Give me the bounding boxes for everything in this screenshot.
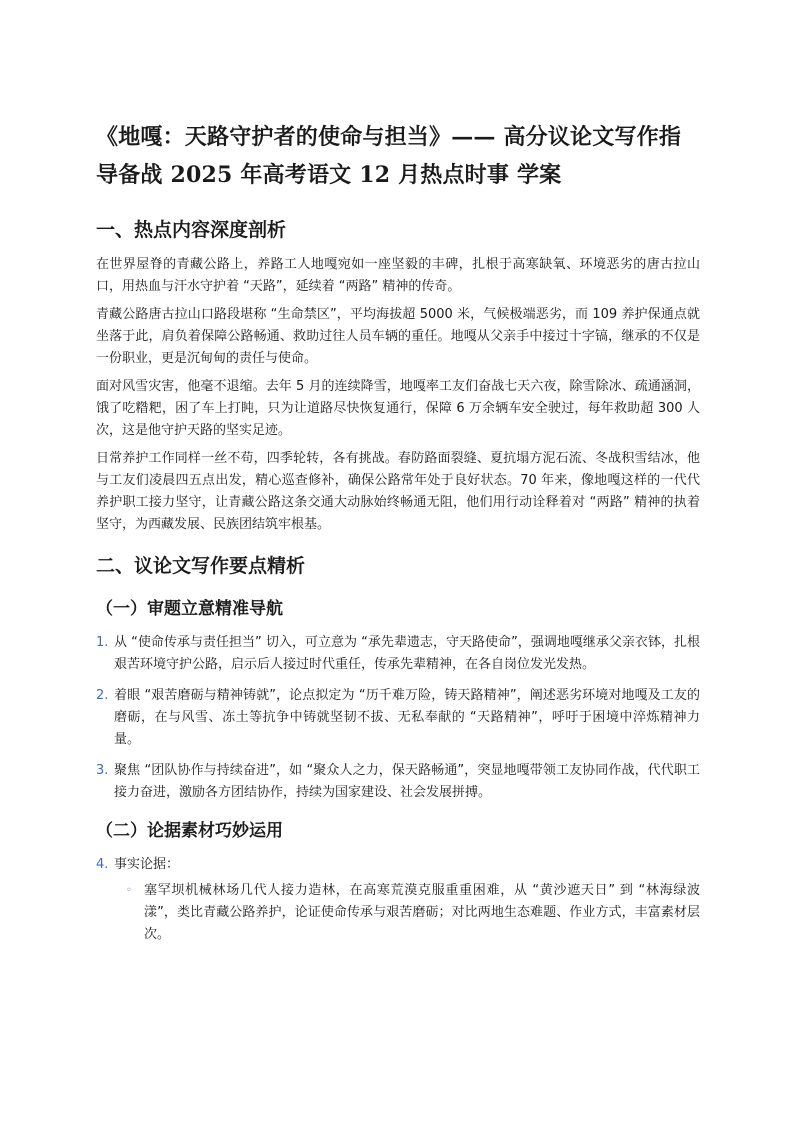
sublist-item <box>114 880 700 946</box>
section-hot-topic-analysis <box>96 216 700 536</box>
list-item <box>96 685 700 751</box>
paragraph: 面对风雪灾害，他毫不退缩。去年 5 月的连续降雪，地嘎率工友们奋战七天六夜，除雪除冰、疏通涵洞，饿了吃糌粑，困了车上打盹，只为让道路尽快恢复通行，保障 6 万余辆车安全驶过，每年救助超 300 人次，这是他守护天路的坚实足迹。 <box>96 379 700 438</box>
subsection-heading: （一）审题立意精准导航 <box>96 599 283 619</box>
paragraph: 日常养护工作同样一丝不苟，四季轮转，各有挑战。春防路面裂缝、夏抗塌方泥石流、冬战积雪结冰，他与工友们凌晨四五点出发，精心巡查修补，确保公路常年处于良好状态。70 年来，像地嘎这样的一代代养护职工接力坚守，让青藏公路这条交通大动脉始终畅通无阻，他们用行动诠释着对 “两路” 精神的执着坚守，为西藏发展、民族团结筑牢根基。 <box>96 451 700 532</box>
hollow-bullet-icon: ◦ <box>126 885 132 896</box>
sublist-item-text: 塞罕坝机械林场几代人接力造林，在高寒荒漠克服重重困难，从 “黄沙遮天日” 到 “林海绿波漾”，类比青藏公路养护，论证使命传承与艰苦磨砺；对比两地生态难题、作业方式，丰富素材层次。 <box>144 883 700 942</box>
list-number: 3. <box>96 763 109 778</box>
paragraph: 青藏公路唐古拉山口路段堪称 “生命禁区”，平均海拔超 5000 米，气候极端恶劣，而 109 养护保通点就坐落于此，肩负着保障公路畅通、救助过往人员车辆的重任。地嘎从父亲手中接过十字镐，继承的不仅是一份职业，更是沉甸甸的责任与使命。 <box>96 307 700 366</box>
document-title: 《地嘎：天路守护者的使命与担当》—— 高分议论文写作指导备战 2025 年高考语文 12 月热点时事 学案 <box>96 124 682 188</box>
list-item <box>96 632 700 676</box>
numbered-list <box>96 854 700 946</box>
list-item <box>96 854 700 946</box>
numbered-list <box>96 632 700 804</box>
bulleted-sublist <box>114 880 700 946</box>
list-number: 4. <box>96 857 109 872</box>
list-number: 1. <box>96 635 109 650</box>
subsection-heading: （二）论据素材巧妙运用 <box>96 821 283 841</box>
list-item-text: 着眼 “艰苦磨砺与精神铸就”，论点拟定为 “历千难万险，铸天路精神”，阐述恶劣环境对地嘎及工友的磨砺，在与风雪、冻土等抗争中铸就坚韧不拔、无私奉献的 “天路精神”，呼吁于困境中淬炼精神力量。 <box>114 688 700 747</box>
paragraph: 在世界屋脊的青藏公路上，养路工人地嘎宛如一座坚毅的丰碑，扎根于高寒缺氧、环境恶劣的唐古拉山口，用热血与汗水守护着 “天路”，延续着 “两路” 精神的传奇。 <box>96 257 700 294</box>
section-heading: 二、议论文写作要点精析 <box>96 555 306 577</box>
list-number: 2. <box>96 688 109 703</box>
list-item-text: 从 “使命传承与责任担当” 切入，可立意为 “承先辈遗志，守天路使命”，强调地嘎继承父亲衣钵，扎根艰苦环境守护公路，启示后人接过时代重任，传承先辈精神，在各自岗位发光发热。 <box>114 635 700 672</box>
list-item-text: 事实论据： <box>114 857 180 872</box>
document-page <box>96 118 700 962</box>
list-item <box>96 760 700 804</box>
section-writing-points <box>96 552 700 946</box>
list-item-text: 聚焦 “团队协作与持续奋进”，如 “聚众人之力，保天路畅通”，突显地嘎带领工友协同作战，代代职工接力奋进，激励各方团结协作，持续为国家建设、社会发展拼搏。 <box>114 763 700 800</box>
section-heading: 一、热点内容深度剖析 <box>96 219 287 241</box>
